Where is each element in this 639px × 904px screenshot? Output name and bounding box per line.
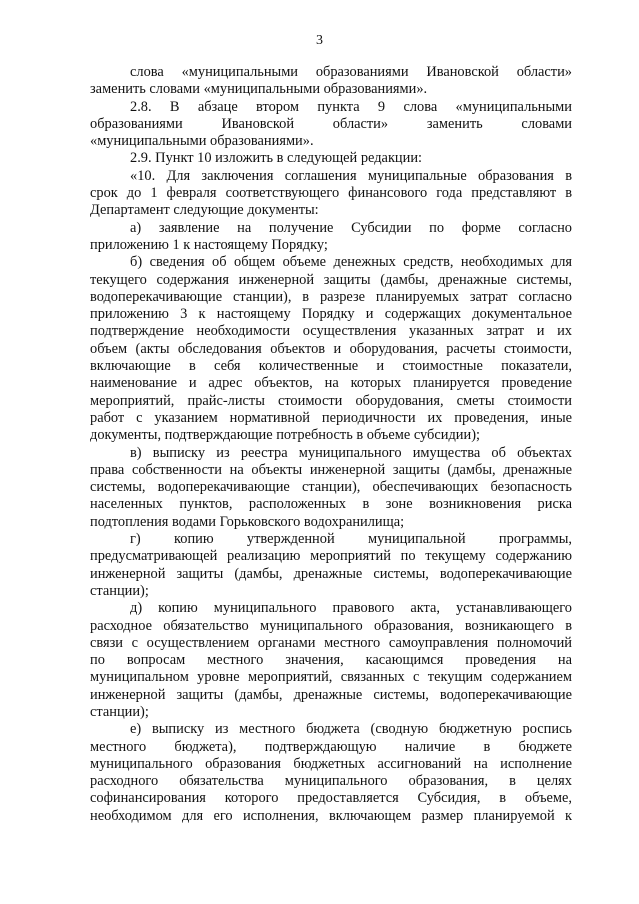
text-line: софинансирования которого предоставляется Субсидия, в объеме, bbox=[90, 790, 572, 807]
text-line: муниципального образования бюджетных ассигнований на исполнение bbox=[90, 755, 572, 772]
text-line: населенных пунктов, расположенных в зоне возникновения риска bbox=[90, 496, 572, 513]
document-body bbox=[90, 64, 572, 825]
text-line: водоперекачивающие станции), в разрезе планируемых затрат согласно bbox=[90, 288, 572, 305]
text-line: «10. Для заключения соглашения муниципальные образования в bbox=[130, 167, 572, 184]
text-line: инженерной защиты (дамбы, дренажные системы, водоперекачивающие bbox=[90, 565, 572, 582]
text-line: по вопросам местного значения, касающимся проведения на bbox=[90, 652, 572, 669]
text-line: а) заявление на получение Субсидии по форме согласно bbox=[130, 219, 572, 236]
text-line: подтопления водами Горьковского водохранилища; bbox=[90, 513, 405, 530]
text-line: приложению 1 к настоящему Порядку; bbox=[90, 236, 328, 253]
text-line: документы, подтверждающие потребность в объеме субсидии); bbox=[90, 427, 480, 444]
text-line: наименование и адрес объектов, на которых планируется проведение bbox=[90, 375, 572, 392]
text-line: Департамент следующие документы: bbox=[90, 202, 319, 219]
text-line: объем (акты обследования объектов и оборудования, расчеты стоимости, bbox=[90, 340, 572, 357]
text-line: заменить словами «муниципальными образованиями». bbox=[90, 81, 428, 98]
text-line: е) выписку из местного бюджета (сводную бюджетную роспись bbox=[130, 721, 572, 738]
text-line: д) копию муниципального правового акта, устанавливающего bbox=[130, 600, 572, 617]
text-line: работ с указанием нормативной периодичности их проведения, иные bbox=[90, 409, 572, 426]
page-number: 3 bbox=[316, 33, 323, 48]
text-line: приложению 3 к настоящему Порядку и содержащих документальное bbox=[90, 306, 572, 323]
text-line: включающие в себя количественные и стоимостные показатели, bbox=[90, 358, 572, 375]
text-line: подтверждение необходимости осуществления указанных затрат и их bbox=[90, 323, 572, 340]
text-line: мероприятий, прайс-листы стоимости оборудования, сметы стоимости bbox=[90, 392, 572, 409]
text-line: инженерной защиты (дамбы, дренажные системы, водоперекачивающие bbox=[90, 686, 572, 703]
text-line: муниципальном уровне мероприятий, связанных с текущим содержанием bbox=[90, 669, 572, 686]
text-line: 2.8. В абзаце втором пункта 9 слова «муниципальными bbox=[130, 98, 572, 115]
text-line: срок до 1 февраля соответствующего финансового года представляют в bbox=[90, 185, 572, 202]
text-line: предусматривающей реализацию мероприятий по текущему содержанию bbox=[90, 548, 572, 565]
text-line: станции); bbox=[90, 582, 149, 599]
text-line: образованиями Ивановской области» заменить словами bbox=[90, 115, 572, 132]
text-line: слова «муниципальными образованиями Ивановской области» bbox=[130, 64, 572, 80]
text-line: расходного обязательства муниципального образования, в целях bbox=[90, 773, 572, 790]
text-line: б) сведения об общем объеме денежных средств, необходимых для bbox=[130, 254, 572, 271]
text-line: системы, водоперекачивающие станции), обеспечивающих безопасность bbox=[90, 479, 572, 496]
text-line: г) копию утвержденной муниципальной программы, bbox=[130, 531, 572, 548]
text-line: 2.9. Пункт 10 изложить в следующей редакции: bbox=[130, 150, 423, 167]
text-line: текущего содержания инженерной защиты (дамбы, дренажные системы, bbox=[90, 271, 572, 288]
text-line: связи с осуществлением органами местного самоуправления полномочий bbox=[90, 634, 572, 651]
text-line: «муниципальными образованиями». bbox=[90, 133, 314, 150]
text-line: права собственности на объекты инженерной защиты (дамбы, дренажные bbox=[90, 461, 572, 478]
text-line: в) выписку из реестра муниципального имущества об объектах bbox=[130, 444, 572, 461]
text-line: местного бюджета), подтверждающую наличие в бюджете bbox=[90, 738, 572, 755]
text-line: необходимом для его исполнения, включающем размер планируемой к bbox=[90, 807, 572, 824]
text-line: расходное обязательство муниципального образования, возникающего в bbox=[90, 617, 572, 634]
text-line: станции); bbox=[90, 703, 149, 720]
